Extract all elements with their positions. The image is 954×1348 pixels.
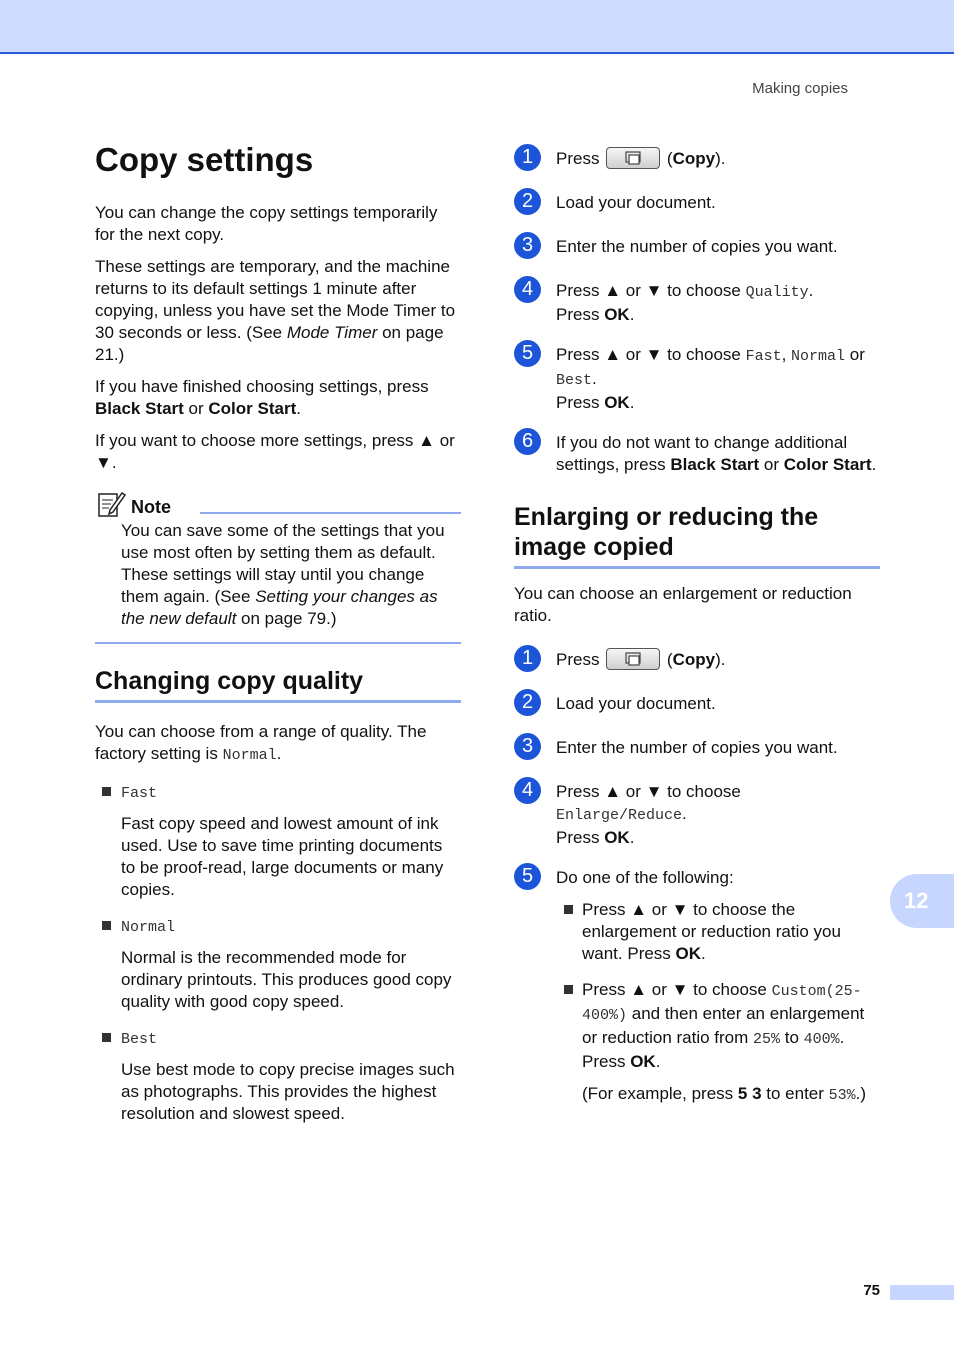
step-number: 3 — [514, 733, 541, 760]
bullet-square-icon — [102, 787, 111, 796]
step-number: 5 — [514, 340, 541, 367]
option-name: Best — [121, 1031, 158, 1048]
chapter-tab: 12 — [890, 874, 954, 928]
enlarge-step-2: 2 Load your document. — [514, 693, 880, 719]
quality-option-best — [95, 1027, 461, 1125]
section-heading-quality: Changing copy quality — [95, 666, 461, 703]
note-box — [95, 490, 461, 644]
section-heading-enlarge: Enlarging or reducing the image copied — [514, 502, 880, 569]
bullet-square-icon — [564, 985, 573, 994]
note-header — [95, 490, 461, 520]
page-number: 75 — [863, 1282, 880, 1299]
note-rule — [200, 512, 461, 514]
option-description: Use best mode to copy precise images such as photographs. This provides the highest resolution and slowest speed. — [121, 1060, 455, 1123]
option-name: Fast — [121, 785, 158, 802]
up-arrow-icon: ▲ — [604, 782, 622, 801]
down-arrow-icon: ▼ — [645, 281, 663, 300]
copy-button-icon — [606, 147, 660, 169]
quality-step-4: 4 Press ▲ or ▼ to choose Quality. Press OK. — [514, 280, 880, 326]
quality-step-5: 5 Press ▲ or ▼ to choose Fast, Normal or Best. Press OK. — [514, 344, 880, 414]
note-pencil-icon — [98, 490, 126, 518]
top-banner — [0, 0, 954, 54]
step-number: 1 — [514, 645, 541, 672]
enlarge-example: (For example, press 5 3 to enter 53%.) — [582, 1084, 867, 1104]
up-arrow-icon: ▲ — [604, 345, 622, 364]
temporary-paragraph: These settings are temporary, and the machine returns to its default settings 1 minute after copying, unless you have set the Mode Timer to 30 seconds or less. (See Mode Timer on page 21.) — [95, 257, 456, 364]
up-arrow-icon: ▲ — [418, 431, 435, 450]
step-number: 6 — [514, 428, 541, 455]
step-number: 4 — [514, 777, 541, 804]
step-number: 5 — [514, 863, 541, 890]
up-arrow-icon: ▲ — [604, 281, 622, 300]
up-arrow-icon: ▲ — [630, 900, 648, 919]
quality-step-2: 2 Load your document. — [514, 192, 880, 218]
quality-option-normal — [95, 915, 461, 1013]
quality-step-1: 1 Press (Copy). — [514, 148, 880, 174]
option-name: Normal — [121, 919, 176, 936]
page-number-bar — [890, 1285, 954, 1300]
step-number: 1 — [514, 144, 541, 171]
copy-button-icon — [606, 648, 660, 670]
intro-paragraph: You can change the copy settings temporarily for the next copy. — [95, 203, 438, 244]
enlarge-option-preset: Press ▲ or ▼ to choose the enlargement or reduction ratio you want. Press OK. — [556, 899, 880, 965]
up-arrow-icon: ▲ — [630, 980, 648, 999]
enlarge-step-3: 3 Enter the number of copies you want. — [514, 737, 880, 763]
enlarge-step-1: 1 Press (Copy). — [514, 649, 880, 675]
down-arrow-icon: ▼ — [671, 900, 689, 919]
note-body: You can save some of the settings that you use most often by setting them as default. These settings will stay until you change them again. (See Setting your changes as the new default on page 79.) — [121, 521, 445, 628]
enlarge-step-5: 5 Do one of the following: Press ▲ or ▼ to choose the enlargement or reduction ratio you want. Press OK. Press ▲ or ▼ to choose Custom(25-400%) and then enter an enlargement or reduction ratio from 25% to 400%. Press OK. (For example, press 5 3 to enter 53%.) — [514, 867, 880, 1107]
down-arrow-icon: ▼ — [671, 980, 689, 999]
step-number: 2 — [514, 188, 541, 215]
running-header: Making copies — [752, 80, 848, 97]
enlarge-intro: You can choose an enlargement or reduction ratio. — [514, 584, 852, 625]
more-settings-paragraph: If you want to choose more settings, press ▲ or ▼. — [95, 431, 455, 472]
quality-option-fast — [95, 781, 461, 901]
right-column — [514, 148, 880, 1125]
down-arrow-icon: ▼ — [95, 453, 112, 472]
quality-step-6: 6 If you do not want to change additional settings, press Black Start or Color Start. — [514, 432, 880, 476]
bullet-square-icon — [102, 1033, 111, 1042]
down-arrow-icon: ▼ — [645, 345, 663, 364]
down-arrow-icon: ▼ — [645, 782, 663, 801]
quality-step-3: 3 Enter the number of copies you want. — [514, 236, 880, 262]
bullet-square-icon — [102, 921, 111, 930]
option-description: Fast copy speed and lowest amount of ink used. Use to save time printing documents to be proof-read, large documents or many copies. — [121, 814, 444, 899]
step-number: 2 — [514, 689, 541, 716]
mode-timer-ref: Mode Timer — [286, 323, 378, 342]
option-description: Normal is the recommended mode for ordinary printouts. This produces good copy quality with good copy speed. — [121, 948, 452, 1011]
left-column — [95, 140, 461, 1125]
page-title: Copy settings — [95, 141, 314, 178]
enlarge-step-4: 4 Press ▲ or ▼ to choose Enlarge/Reduce. Press OK. — [514, 781, 880, 849]
step-number: 4 — [514, 276, 541, 303]
quality-intro: You can choose from a range of quality. The factory setting is Normal. — [95, 722, 427, 764]
finish-paragraph: If you have finished choosing settings, press Black Start or Color Start. — [95, 377, 429, 418]
note-title: Note — [131, 497, 171, 517]
step-number: 3 — [514, 232, 541, 259]
enlarge-option-custom: Press ▲ or ▼ to choose Custom(25-400%) and then enter an enlargement or reduction ratio from 25% to 400%. Press OK. — [556, 979, 880, 1073]
bullet-square-icon — [564, 905, 573, 914]
